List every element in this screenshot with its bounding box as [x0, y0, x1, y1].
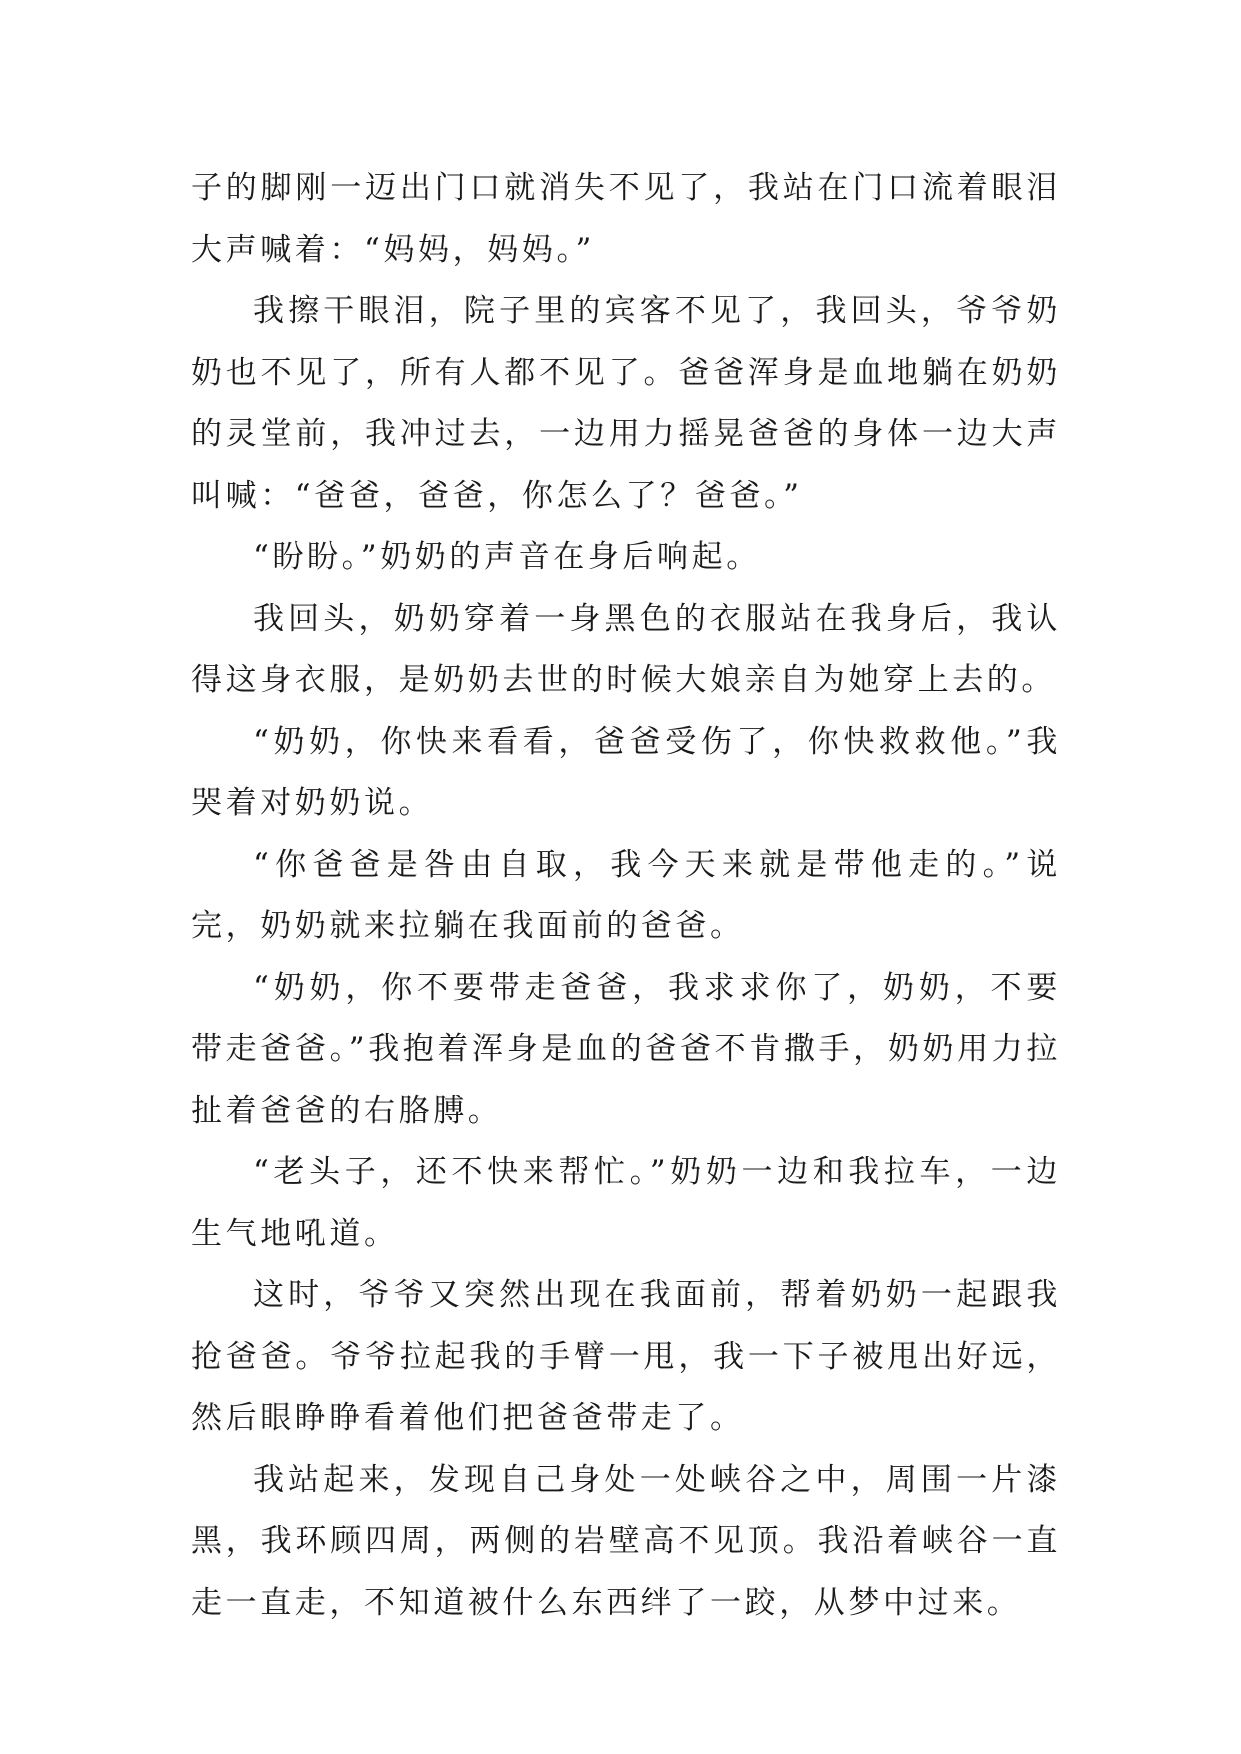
- paragraph-2: 我擦干眼泪，院子里的宾客不见了，我回头，爷爷奶奶也不见了，所有人都不见了。爸爸浑身是血地躺在奶奶的灵堂前，我冲过去，一边用力摇晃爸爸的身体一边大声叫喊：“爸爸，爸爸，你怎么了？爸爸。”: [191, 293, 1061, 514]
- paragraph-5: “奶奶，你快来看看，爸爸受伤了，你快救救他。”我哭着对奶奶说。: [191, 723, 1061, 821]
- body-text: [191, 158, 1061, 1634]
- paragraph-1: 子的脚刚一迈出门口就消失不见了，我站在门口流着眼泪大声喊着：“妈妈，妈妈。”: [191, 170, 1061, 268]
- paragraph-10: 我站起来，发现自己身处一处峡谷之中，周围一片漆黑，我环顾四周，两侧的岩壁高不见顶。我沿着峡谷一直走一直走，不知道被什么东西绊了一跤，从梦中过来。: [191, 1461, 1061, 1621]
- paragraph-6: “你爸爸是咎由自取，我今天来就是带他走的。”说完，奶奶就来拉躺在我面前的爸爸。: [191, 846, 1061, 944]
- paragraph-3: “盼盼。”奶奶的声音在身后响起。: [253, 539, 761, 575]
- paragraph-4: 我回头，奶奶穿着一身黑色的衣服站在我身后，我认得这身衣服，是奶奶去世的时候大娘亲自为她穿上去的。: [191, 600, 1061, 698]
- paragraph-9: 这时，爷爷又突然出现在我面前，帮着奶奶一起跟我抢爸爸。爷爷拉起我的手臂一甩，我一下子被甩出好远，然后眼睁睁看着他们把爸爸带走了。: [191, 1277, 1061, 1436]
- paragraph-8: “老头子，还不快来帮忙。”奶奶一边和我拉车，一边生气地吼道。: [191, 1154, 1061, 1252]
- paragraph-7: “奶奶，你不要带走爸爸，我求求你了，奶奶，不要带走爸爸。”我抱着浑身是血的爸爸不肯撒手，奶奶用力拉扯着爸爸的右胳膊。: [191, 969, 1061, 1129]
